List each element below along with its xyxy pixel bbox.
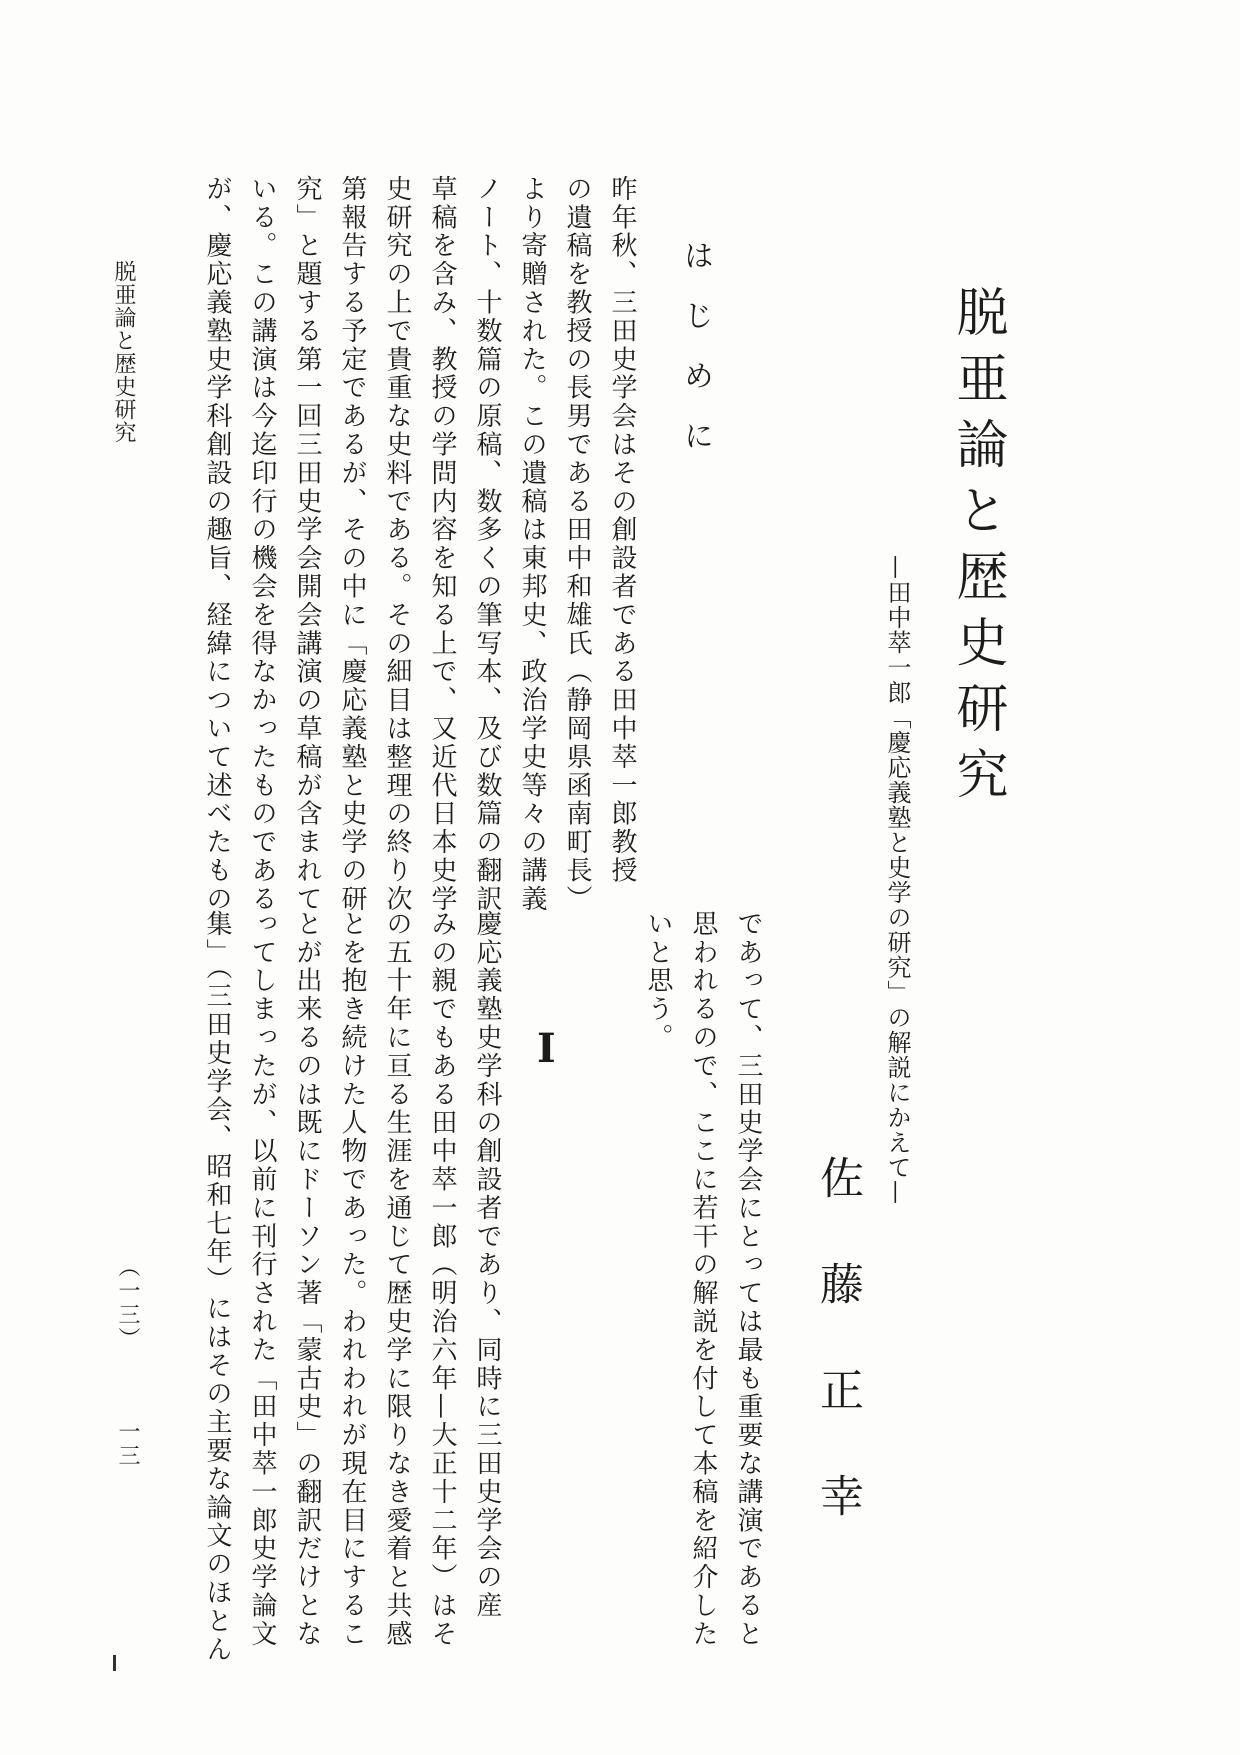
body-line: 草稿を含み、教授の学問内容を知る上で、又近代日本史学 [427, 175, 457, 914]
body-line: 究」と題する第一回三田史学会開会講演の草稿が含まれて [292, 175, 322, 914]
body-line: 思われるので、ここに若干の解説を付して本稿を紹介した [688, 910, 718, 1649]
section-heading-1: I [537, 1025, 556, 1072]
body-line: ってしまったが、以前に刊行された「田中萃一郎史学論文 [247, 910, 277, 1649]
body-line: 第報告する予定であるが、その中に「慶応義塾と史学の研 [337, 175, 367, 914]
body-line: の五十年に亘る生涯を通じて歴史学に限りなき愛着と共感 [382, 910, 412, 1649]
body-line: ノート、十数篇の原稿、数多くの筆写本、及び数篇の翻訳 [472, 175, 502, 914]
article-subtitle: —田中萃一郎「慶応義塾と史学の研究」の解説にかえて— [883, 555, 911, 1205]
section-heading-intro: はじめに [678, 240, 713, 480]
body-line: 集」（三田史学会、昭和七年）にはその主要な論文のほとん [202, 910, 232, 1664]
running-title: 脱亜論と歴史研究 [111, 260, 136, 444]
author-name: 佐藤正幸 [812, 1155, 863, 1579]
body-line: より寄贈された。この遺稿は東邦史、政治学史等々の講義 [517, 175, 547, 914]
body-line: とを抱き続けた人物であった。われわれが現在目にするこ [337, 910, 367, 1649]
body-line: とが出来るのは既にドーソン著「蒙古史」の翻訳だけとな [292, 910, 322, 1649]
body-line: の遺稿を教授の長男である田中和雄氏（静岡県函南町長） [562, 175, 592, 914]
body-line: いと思う。 [643, 910, 673, 1052]
body-line: 史研究の上で貴重な史料である。その細目は整理の終り次 [382, 175, 412, 914]
body-line: 昨年秋、三田史学会はその創設者である田中萃一郎教授 [607, 175, 637, 885]
article-title: 脱亜論と歴史研究 [947, 285, 1007, 813]
body-line: いる。この講演は今迄印行の機会を得なかったものである [247, 175, 277, 914]
body-line: であって、三田史学会にとっては最も重要な講演であると [733, 910, 763, 1649]
body-line: が、慶応義塾史学科創設の趣旨、経緯について述べたもの [202, 175, 232, 914]
body-line: みの親でもある田中萃一郎（明治六年—大正十二年）はそ [427, 910, 457, 1649]
body-line: 慶応義塾史学科の創設者であり、同時に三田史学会の産 [472, 910, 502, 1620]
page-number: 一三 [115, 1420, 140, 1468]
page-number-parenthesized: （一三） [115, 1255, 140, 1351]
scan-mark [113, 1655, 116, 1671]
